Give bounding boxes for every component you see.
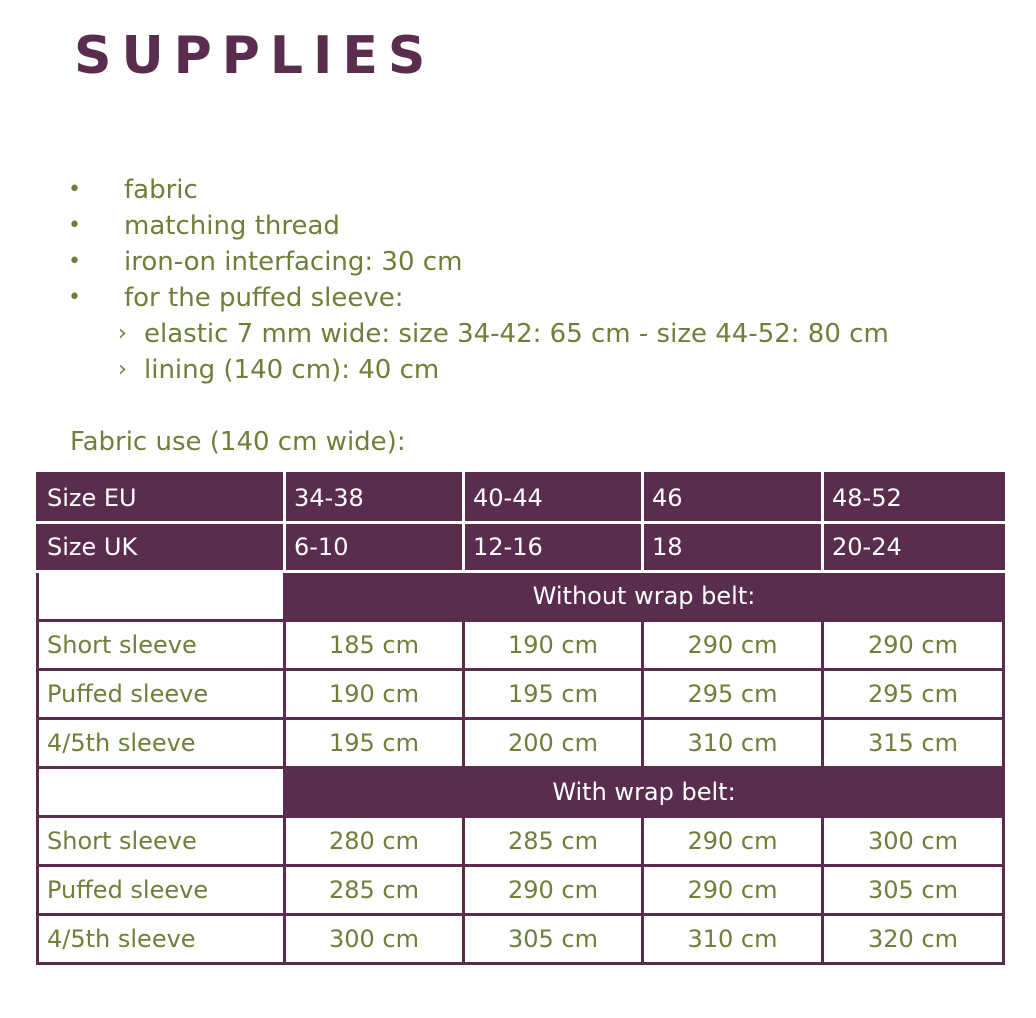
table-cell: 305 cm [823,866,1004,915]
size-eu-cell: 48-52 [823,474,1004,523]
table-row [38,670,1004,719]
table-cell: 290 cm [643,866,823,915]
size-uk-cell: 6-10 [285,523,464,572]
chevron-right-icon: › [118,357,127,382]
table-cell: 195 cm [464,670,643,719]
row-label: Puffed sleeve [38,670,285,719]
table-cell: 190 cm [464,621,643,670]
row-label: Short sleeve [38,621,285,670]
row-label: Short sleeve [38,817,285,866]
fabric-use-table [36,472,1005,965]
table-cell: 320 cm [823,915,1004,964]
table-cell: 295 cm [643,670,823,719]
table-cell: 305 cm [464,915,643,964]
table-row [38,866,1004,915]
row-label: 4/5th sleeve [38,719,285,768]
row-label: 4/5th sleeve [38,915,285,964]
section-blank-cell [38,768,285,817]
size-uk-cell: 12-16 [464,523,643,572]
table-cell: 315 cm [823,719,1004,768]
table-cell: 295 cm [823,670,1004,719]
table-cell: 280 cm [285,817,464,866]
list-item-text: for the puffed sleeve: [124,283,404,313]
size-uk-cell: 18 [643,523,823,572]
sub-list-item-text: elastic 7 mm wide: size 34-42: 65 cm - size 44-52: 80 cm [144,319,889,349]
table-cell: 190 cm [285,670,464,719]
table-row [38,621,1004,670]
table-cell: 290 cm [643,621,823,670]
table-row [38,719,1004,768]
table-cell: 300 cm [823,817,1004,866]
table-cell: 195 cm [285,719,464,768]
section-blank-cell [38,572,285,621]
table-cell: 290 cm [643,817,823,866]
bullet-icon: • [68,249,81,274]
chevron-right-icon: › [118,321,127,346]
bullet-icon: • [68,213,81,238]
section-label: With wrap belt: [285,768,1004,817]
fabric-use-heading: Fabric use (140 cm wide): [70,427,406,457]
table-cell: 310 cm [643,719,823,768]
section-header-row [38,572,1004,621]
page-title: SUPPLIES [74,26,436,86]
table-cell: 285 cm [464,817,643,866]
sub-list-item-text: lining (140 cm): 40 cm [144,355,440,385]
table-row [38,817,1004,866]
size-uk-label: Size UK [38,523,285,572]
size-uk-row [38,523,1004,572]
table-cell: 290 cm [464,866,643,915]
table-cell: 200 cm [464,719,643,768]
size-eu-cell: 46 [643,474,823,523]
table-cell: 185 cm [285,621,464,670]
bullet-icon: • [68,285,81,310]
size-eu-cell: 40-44 [464,474,643,523]
list-item-text: iron-on interfacing: 30 cm [124,247,463,277]
table-row [38,915,1004,964]
section-header-row [38,768,1004,817]
section-label: Without wrap belt: [285,572,1004,621]
list-item-text: matching thread [124,211,340,241]
table-cell: 310 cm [643,915,823,964]
size-eu-row [38,474,1004,523]
size-uk-cell: 20-24 [823,523,1004,572]
table-cell: 285 cm [285,866,464,915]
size-eu-cell: 34-38 [285,474,464,523]
size-eu-label: Size EU [38,474,285,523]
row-label: Puffed sleeve [38,866,285,915]
table-cell: 290 cm [823,621,1004,670]
list-item-text: fabric [124,175,198,205]
table-cell: 300 cm [285,915,464,964]
bullet-icon: • [68,177,81,202]
